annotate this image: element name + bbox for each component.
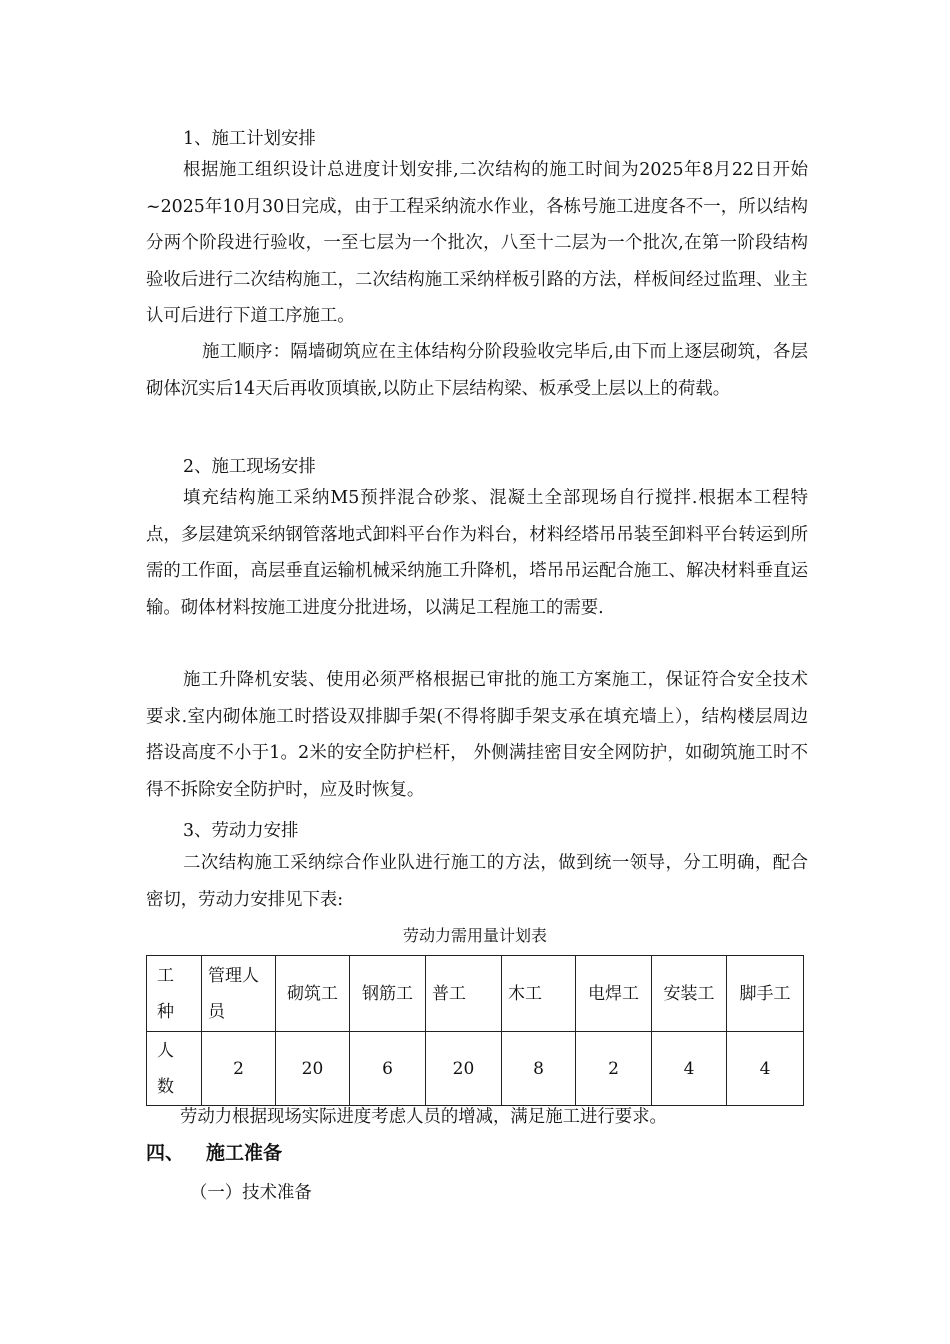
paragraph-site-layout: 填充结构施工采纳M5预拌混合砂浆、混凝土全部现场自行搅拌.根据本工程特点，多层建筑采纳钢管落地式卸料平台作为料台，材料经塔吊吊装至卸料平台转运到所需的工作面，高层垂直运输机械采纳施工升降机，塔吊吊运配合施工、解决材料垂直运输。砌体材料按施工进度分批进场，以满足工程施工的需要. xyxy=(146,488,808,618)
trade-general: 普工 xyxy=(426,956,502,1032)
trade-management: 管理人 员 xyxy=(202,956,276,1032)
trade-carpenter: 木工 xyxy=(502,956,576,1032)
subsection-heading-technical: （一）技术准备 xyxy=(190,1183,312,1203)
trade-installer: 安装工 xyxy=(652,956,727,1032)
paragraph-safety: 施工升降机安装、使用必须严格根据已审批的施工方案施工，保证符合安全技术要求.室内砌体施工时搭设双排脚手架(不得将脚手架支承在填充墙上），结构楼层周边搭设高度不小于1。2米的安全防护栏杆， 外侧满挂密目安全网防护，如砌筑施工时不得不拆除安全防护时，应及时恢复。 xyxy=(146,670,808,800)
table-row xyxy=(147,956,804,1032)
table-caption: 劳动力需用量计划表 xyxy=(402,926,547,945)
table-row xyxy=(147,1032,804,1106)
section-heading-site: 2、施工现场安排 xyxy=(183,457,316,477)
count-carpenter: 8 xyxy=(502,1032,576,1106)
paragraph-sequence: 施工顺序：隔墙砌筑应在主体结构分阶段验收完毕后,由下而上逐层砌筑，各层砌体沉实后14天后再收顶填嵌,以防止下层结构梁、板承受上层以上的荷载。 xyxy=(146,342,808,399)
trade-welder: 电焊工 xyxy=(576,956,652,1032)
count-welder: 2 xyxy=(576,1032,652,1106)
paragraph-after-table: 劳动力根据现场实际进度考虑人员的增减，满足施工进行要求。 xyxy=(180,1107,667,1127)
count-masonry: 20 xyxy=(276,1032,350,1106)
count-general: 20 xyxy=(426,1032,502,1106)
count-installer: 4 xyxy=(652,1032,727,1106)
section-heading-labor: 3、劳动力安排 xyxy=(183,821,299,841)
count-scaffolder: 4 xyxy=(727,1032,804,1106)
row-label-count: 人 数 xyxy=(147,1032,202,1106)
trade-scaffolder: 脚手工 xyxy=(727,956,804,1032)
count-management: 2 xyxy=(202,1032,276,1106)
paragraph-labor: 二次结构施工采纳综合作业队进行施工的方法，做到统一领导，分工明确，配合密切，劳动力安排见下表: xyxy=(146,853,808,910)
count-rebar: 6 xyxy=(350,1032,426,1106)
labor-table xyxy=(146,955,804,1106)
row-label-trade: 工 种 xyxy=(147,956,202,1032)
paragraph-schedule: 根据施工组织设计总进度计划安排,二次结构的施工时间为2025年8月22日开始~2025年10月30日完成，由于工程采纳流水作业，各栋号施工进度各不一，所以结构分两个阶段进行验收，一至七层为一个批次，八至十二层为一个批次,在第一阶段结构验收后进行二次结构施工，二次结构施工采纳样板引路的方法，样板间经过监理、业主认可后进行下道工序施工。 xyxy=(146,160,808,326)
section-title: 施工准备 xyxy=(206,1142,283,1164)
section-heading-preparation xyxy=(146,1138,282,1168)
section-heading-plan: 1、施工计划安排 xyxy=(183,129,316,149)
section-number: 四、 xyxy=(146,1142,185,1164)
trade-masonry: 砌筑工 xyxy=(276,956,350,1032)
trade-rebar: 钢筋工 xyxy=(350,956,426,1032)
